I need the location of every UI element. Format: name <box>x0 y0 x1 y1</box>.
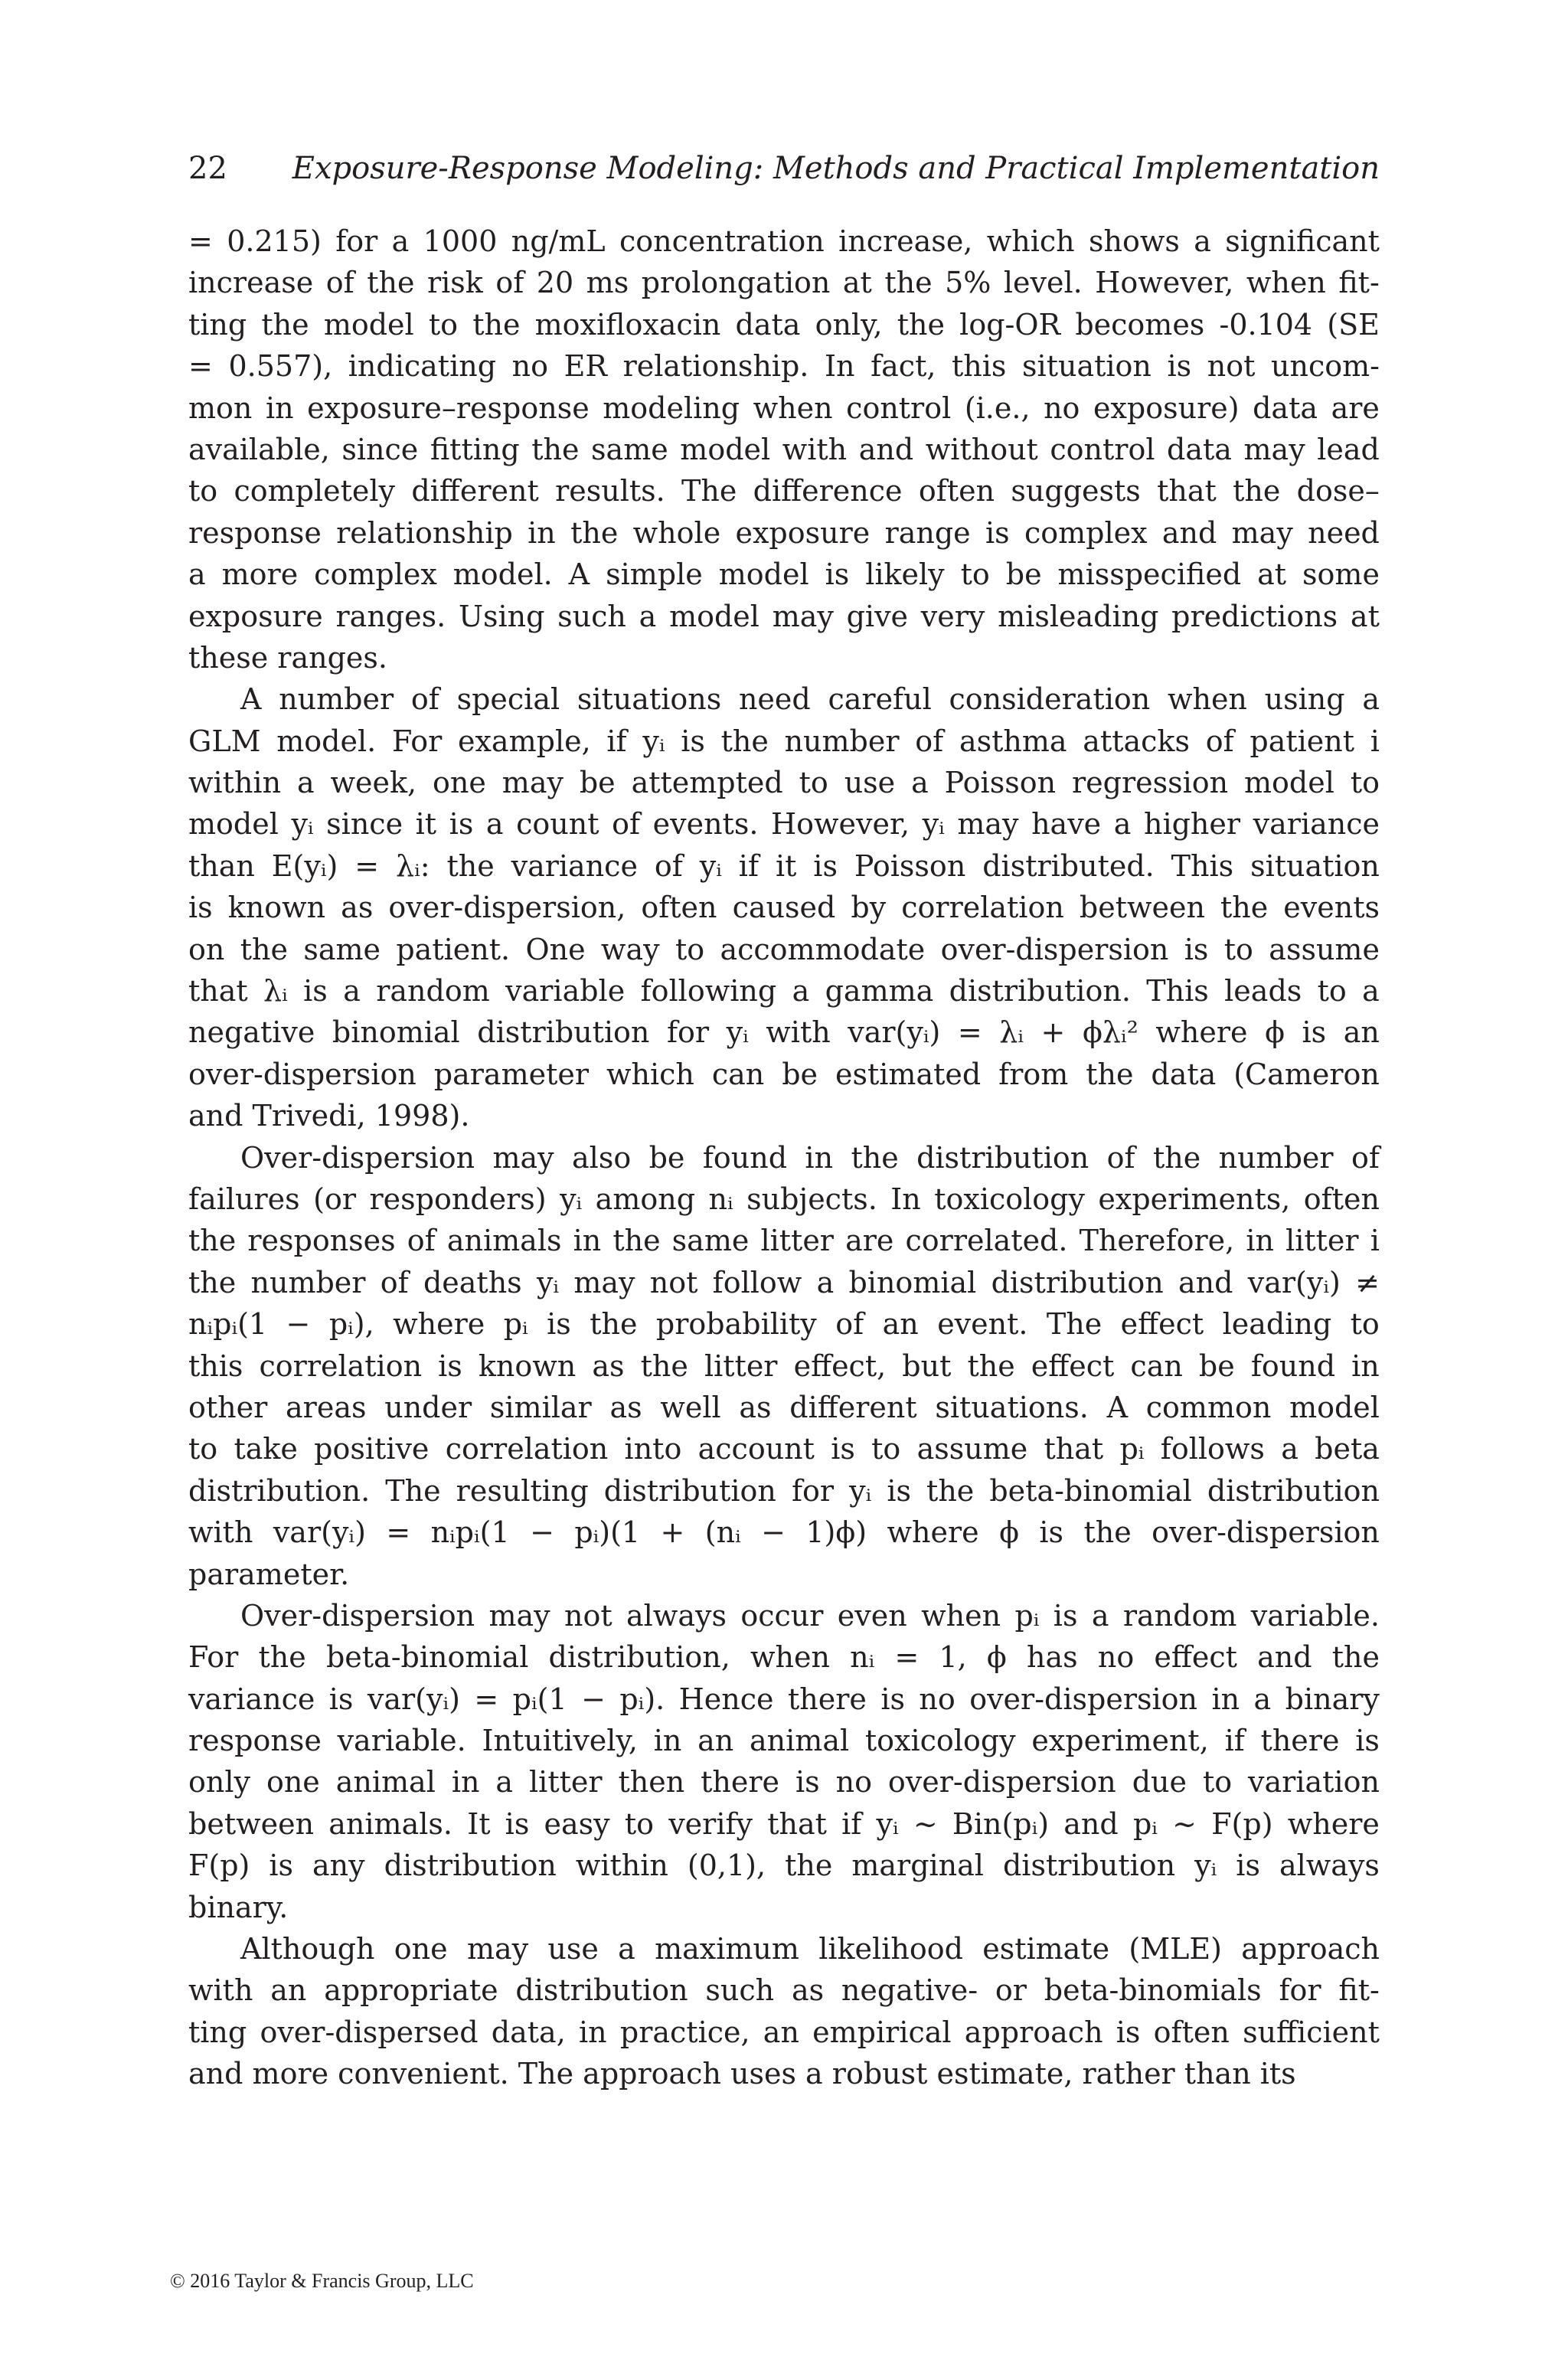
paragraph <box>188 678 1380 1136</box>
text-line: these ranges. <box>188 640 387 675</box>
text-line: is known as over-dispersion, often caused by correlation between the events <box>188 891 1380 925</box>
text-line: with var(yᵢ) = nᵢpᵢ(1 − pᵢ)(1 + (nᵢ − 1)ϕ) where ϕ is the over-dispersion <box>188 1515 1380 1550</box>
text-line: nᵢpᵢ(1 − pᵢ), where pᵢ is the probability of an event. The effect leading to <box>188 1307 1380 1342</box>
text-line: available, since fitting the same model with and without control data may lead <box>188 432 1380 466</box>
copyright-footer: © 2016 Taylor & Francis Group, LLC <box>170 2270 474 2292</box>
text-line: with an appropriate distribution such as negative- or beta-binomials for fit- <box>188 1973 1380 2008</box>
text-line: parameter. <box>188 1557 350 1591</box>
text-line: binary. <box>188 1890 289 1924</box>
paragraph <box>188 1928 1380 2095</box>
text-line: ting over-dispersed data, in practice, an empirical approach is often sufficient <box>188 2015 1380 2049</box>
text-line: = 0.557), indicating no ER relationship. In fact, this situation is not uncom- <box>188 349 1380 384</box>
body-text <box>188 221 1380 2095</box>
text-line: model yᵢ since it is a count of events. However, yᵢ may have a higher variance <box>188 807 1380 842</box>
text-line: increase of the risk of 20 ms prolongation at the 5% level. However, when fit- <box>188 266 1380 300</box>
text-line: failures (or responders) yᵢ among nᵢ subjects. In toxicology experiments, often <box>188 1182 1380 1216</box>
text-line: exposure ranges. Using such a model may give very misleading predictions at <box>188 599 1380 633</box>
text-line: and Trivedi, 1998). <box>188 1099 470 1133</box>
text-line: Over-dispersion may also be found in the distribution of the number of <box>240 1140 1380 1175</box>
paragraph <box>188 221 1380 678</box>
text-line: and more convenient. The approach uses a robust estimate, rather than its <box>188 2057 1296 2091</box>
text-line: the responses of animals in the same litter are correlated. Therefore, in litter i <box>188 1224 1380 1258</box>
text-line: other areas under similar as well as different situations. A common model <box>188 1390 1380 1424</box>
text-line: = 0.215) for a 1000 ng/mL concentration increase, which shows a significant <box>188 224 1380 258</box>
text-line: variance is var(yᵢ) = pᵢ(1 − pᵢ). Hence there is no over-dispersion in a binary <box>188 1682 1380 1716</box>
text-line: GLM model. For example, if yᵢ is the number of asthma attacks of patient i <box>188 724 1380 758</box>
text-line: within a week, one may be attempted to use a Poisson regression model to <box>188 766 1380 800</box>
running-title: Exposure-Response Modeling: Methods and Practical Implementation <box>292 151 1380 186</box>
text-line: ting the model to the moxifloxacin data only, the log-OR becomes -0.104 (SE <box>188 307 1380 342</box>
text-line: to take positive correlation into account is to assume that pᵢ follows a beta <box>188 1432 1380 1466</box>
text-line: response relationship in the whole exposure range is complex and may need <box>188 515 1380 550</box>
page-number: 22 <box>188 151 227 186</box>
text-line: over-dispersion parameter which can be estimated from the data (Cameron <box>188 1057 1380 1091</box>
text-line: that λᵢ is a random variable following a gamma distribution. This leads to a <box>188 974 1380 1008</box>
text-line: negative binomial distribution for yᵢ with var(yᵢ) = λᵢ + ϕλᵢ² where ϕ is an <box>188 1015 1380 1050</box>
paragraph <box>188 1137 1380 1595</box>
text-line: response variable. Intuitively, in an animal toxicology experiment, if there is <box>188 1724 1380 1758</box>
text-line: F(p) is any distribution within (0,1), the marginal distribution yᵢ is always <box>188 1849 1380 1883</box>
text-line: mon in exposure–response modeling when control (i.e., no exposure) data are <box>188 391 1380 425</box>
text-line: the number of deaths yᵢ may not follow a binomial distribution and var(yᵢ) ≠ <box>188 1265 1380 1299</box>
text-line: only one animal in a litter then there is no over-dispersion due to variation <box>188 1765 1380 1800</box>
text-line: For the beta-binomial distribution, when nᵢ = 1, ϕ has no effect and the <box>188 1640 1380 1675</box>
text-line: Although one may use a maximum likelihood estimate (MLE) approach <box>240 1932 1380 1966</box>
text-line: a more complex model. A simple model is likely to be misspecified at some <box>188 557 1380 592</box>
text-line: A number of special situations need careful consideration when using a <box>240 682 1380 717</box>
text-line: between animals. It is easy to verify that if yᵢ ∼ Bin(pᵢ) and pᵢ ∼ F(p) where <box>188 1806 1380 1841</box>
running-head <box>188 145 1380 191</box>
paragraph <box>188 1595 1380 1928</box>
text-line: this correlation is known as the litter effect, but the effect can be found in <box>188 1348 1380 1383</box>
text-line: distribution. The resulting distribution for yᵢ is the beta-binomial distribution <box>188 1473 1380 1508</box>
text-line: on the same patient. One way to accommodate over-dispersion is to assume <box>188 932 1380 966</box>
text-line: Over-dispersion may not always occur even when pᵢ is a random variable. <box>240 1598 1380 1633</box>
text-line: to completely different results. The difference often suggests that the dose– <box>188 474 1380 508</box>
text-line: than E(yᵢ) = λᵢ: the variance of yᵢ if it is Poisson distributed. This situation <box>188 848 1380 883</box>
